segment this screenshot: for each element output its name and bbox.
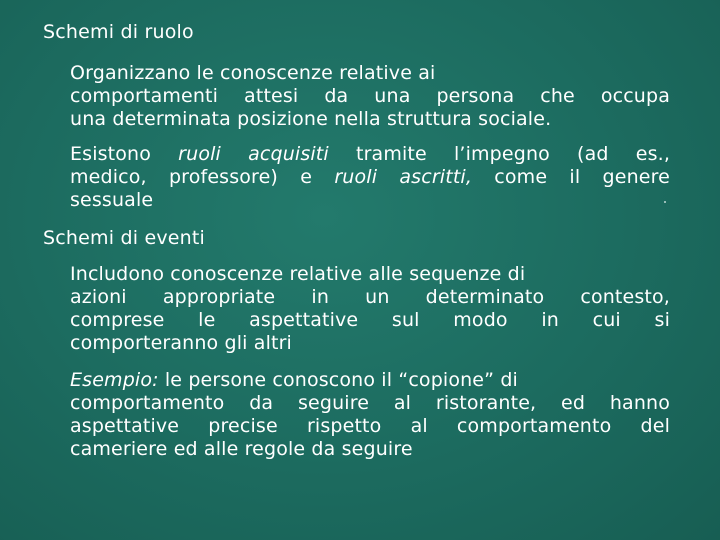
text-line: comprese le aspettative sul modo in cui si: [70, 309, 670, 331]
paragraph-event-schemas-definition: [70, 263, 670, 355]
italic-label-esempio: Esempio:: [70, 369, 159, 391]
text-line: Includono conoscenze relative alle sequenze di: [70, 263, 526, 285]
heading-schemi-di-eventi: Schemi di eventi: [43, 227, 206, 249]
text-line: [70, 369, 670, 392]
text-run: come il genere: [472, 166, 671, 188]
text-line: [70, 166, 670, 189]
text-run: tramite l’impegno (ad es.,: [328, 143, 671, 165]
text-line: comportamenti attesi da una persona che occupa: [70, 85, 670, 107]
paragraph-role-schemas-definition: [70, 62, 670, 131]
text-line: azioni appropriate in un determinato contesto,: [70, 286, 670, 308]
text-line: cameriere ed alle regole da seguire: [70, 438, 413, 460]
text-line: Organizzano le conoscenze relative ai: [70, 62, 436, 84]
text-run: Esistono: [70, 143, 179, 165]
text-line: una determinata posizione nella struttura sociale.: [70, 108, 552, 130]
paragraph-acquired-ascribed-roles: [70, 143, 670, 212]
text-run: medico, professore) e: [70, 166, 335, 188]
text-line: comporteranno gli altri: [70, 332, 292, 354]
italic-term-ruoli-ascritti: ruoli ascritti,: [334, 166, 473, 188]
paragraph-restaurant-example: [70, 369, 670, 461]
text-line: sessuale: [70, 189, 154, 211]
italic-term-ruoli-acquisiti: ruoli acquisiti: [178, 143, 329, 165]
text-run: le persone conoscono il “copione” di: [158, 369, 518, 391]
heading-schemi-di-ruolo: Schemi di ruolo: [43, 21, 194, 43]
decorative-dot: [664, 201, 666, 203]
text-line: [70, 143, 670, 166]
text-line: aspettative precise rispetto al comportamento del: [70, 415, 670, 437]
text-line: comportamento da seguire al ristorante, ed hanno: [70, 392, 670, 414]
